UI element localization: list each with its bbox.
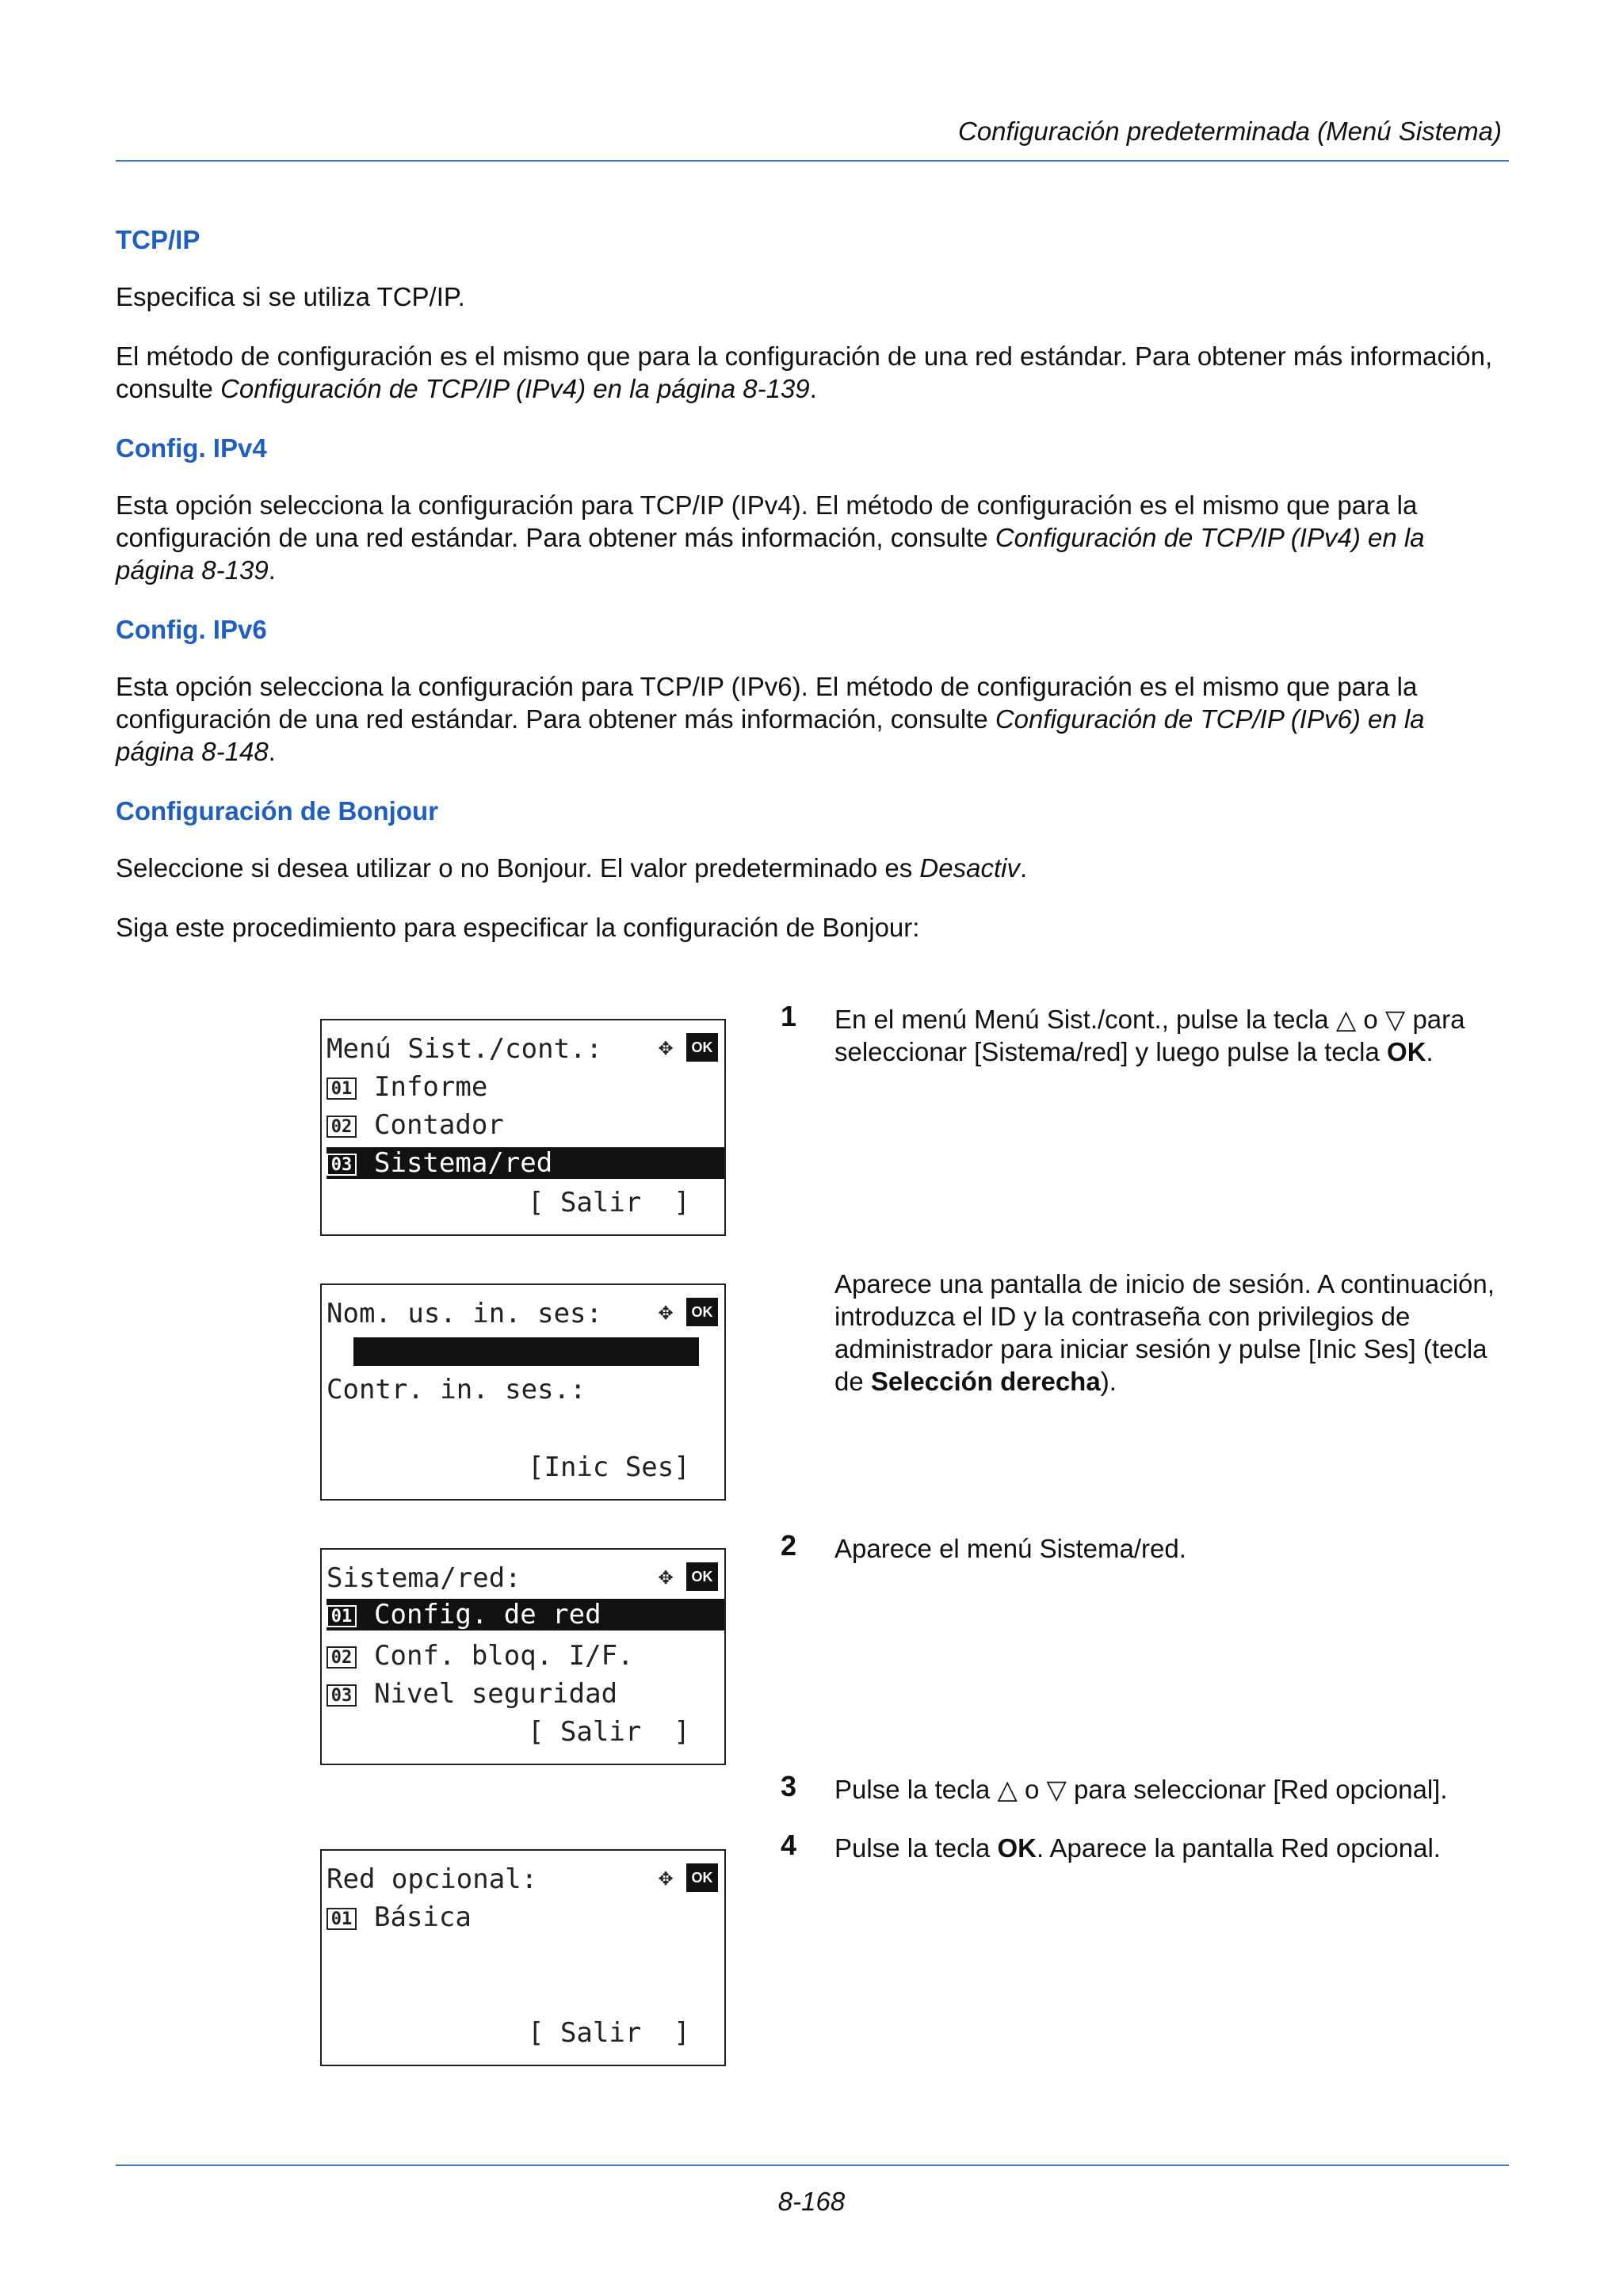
step-2-number: 2	[781, 1529, 797, 1562]
ipv4-desc-text: Esta opción selecciona la configuración para TCP/IP (IPv4). El método de configuración es el mismo que para la configuración de una red estándar. Para obtener más información, consulte	[116, 490, 1418, 552]
step-4-number: 4	[781, 1829, 797, 1861]
bonjour-desc	[116, 852, 1509, 884]
item-label: Config. de red	[374, 1599, 601, 1630]
item-label: Nivel seguridad	[374, 1678, 618, 1710]
step-1b-right-key: Selección derecha	[870, 1367, 1101, 1396]
panel2-username-label: Nom. us. in. ses:	[327, 1298, 602, 1329]
panel3-item-conf-bloq[interactable]	[327, 1640, 724, 1672]
bonjour-default-value: Desactiv	[919, 853, 1020, 883]
panel1-item-sistema-red-selected[interactable]	[327, 1147, 724, 1179]
step-3-text: Pulse la tecla △ o ▽ para seleccionar [Red opcional].	[834, 1775, 1448, 1804]
panel4-title: Red opcional:	[327, 1863, 538, 1895]
ok-key-icon: OK	[686, 1863, 718, 1892]
panel3-item-nivel-seguridad[interactable]	[327, 1678, 724, 1710]
tcpip-desc: Especifica si se utiliza TCP/IP.	[116, 282, 465, 311]
step-1b-text-b: ).	[1100, 1367, 1117, 1396]
step-4-text-a: Pulse la tecla	[834, 1833, 998, 1863]
item-number-icon: 01	[327, 1077, 357, 1100]
item-label: Sistema/red	[374, 1147, 553, 1179]
panel1-title: Menú Sist./cont.:	[327, 1033, 602, 1065]
cross-arrows-icon: ✥	[658, 1863, 674, 1891]
ipv4-desc-end: .	[268, 555, 276, 585]
tcpip-method	[116, 340, 1509, 405]
step-4-text	[834, 1832, 1516, 1864]
ipv4-ref-link[interactable]: Configuración de TCP/IP (IPv4) en la página 8-139	[116, 523, 1425, 585]
panel1-item-contador[interactable]	[327, 1109, 724, 1141]
panel2-password-label: Contr. in. ses.:	[327, 1374, 586, 1405]
ipv4-desc	[116, 489, 1509, 586]
panel2-login-softkey[interactable]: [Inic Ses]	[528, 1451, 690, 1483]
panel2-username-input[interactable]	[353, 1337, 699, 1366]
item-label: Contador	[374, 1109, 504, 1141]
tcpip-method-text: El método de configuración es el mismo que para la configuración de una red estándar. Para obtener más información, consulte	[116, 341, 1493, 403]
panel3-title: Sistema/red:	[327, 1562, 521, 1594]
lcd-panel-login	[320, 1283, 726, 1501]
ok-key-icon: OK	[686, 1562, 718, 1591]
ok-key-icon: OK	[686, 1298, 718, 1326]
item-label: Informe	[374, 1071, 488, 1103]
panel3-item-config-red-selected[interactable]	[327, 1599, 724, 1630]
cross-arrows-icon: ✥	[658, 1562, 674, 1590]
item-number-icon: 03	[327, 1684, 357, 1707]
item-number-icon: 02	[327, 1646, 357, 1669]
cross-arrows-icon: ✥	[658, 1033, 674, 1061]
tcpip-ref-link[interactable]: Configuración de TCP/IP (IPv4) en la página 8-139	[220, 374, 810, 403]
heading-ipv6: Config. IPv6	[116, 615, 267, 644]
heading-bonjour: Configuración de Bonjour	[116, 796, 438, 826]
lcd-panel-red-opcional	[320, 1849, 726, 2066]
item-label: Conf. bloq. I/F.	[374, 1640, 634, 1672]
item-label: Básica	[374, 1901, 472, 1933]
heading-ipv4: Config. IPv4	[116, 433, 267, 463]
panel4-exit-softkey[interactable]: [ Salir ]	[528, 2017, 690, 2049]
item-number-icon: 02	[327, 1116, 357, 1138]
lcd-panel-menu-sistema	[320, 1019, 726, 1236]
panel3-exit-softkey[interactable]: [ Salir ]	[528, 1716, 690, 1748]
step-1b-text	[834, 1268, 1516, 1398]
ok-key-icon: OK	[686, 1033, 718, 1062]
step-1-ok-key: OK	[1387, 1037, 1426, 1066]
step-3-number: 3	[781, 1770, 797, 1802]
step-1-text-b: .	[1426, 1037, 1434, 1066]
step-2-text: Aparece el menú Sistema/red.	[834, 1534, 1186, 1563]
item-number-icon: 03	[327, 1154, 357, 1176]
panel4-item-basica[interactable]	[327, 1901, 724, 1933]
page-header-title: Configuración predeterminada (Menú Sistema)	[957, 116, 1502, 146]
bonjour-desc-text: Seleccione si desea utilizar o no Bonjour. El valor predeterminado es	[116, 853, 920, 883]
heading-tcpip: TCP/IP	[116, 225, 200, 254]
ipv6-desc-text: Esta opción selecciona la configuración para TCP/IP (IPv6). El método de configuración es el mismo que para la configuración de una red estándar. Para obtener más información, consulte	[116, 672, 1418, 734]
ipv6-ref-link[interactable]: Configuración de TCP/IP (IPv6) en la página 8-148	[116, 704, 1425, 766]
panel1-item-informe[interactable]	[327, 1071, 724, 1103]
step-4-ok-key: OK	[997, 1833, 1037, 1863]
cross-arrows-icon: ✥	[658, 1298, 674, 1325]
step-1-text	[834, 1003, 1516, 1068]
step-4-text-b: . Aparece la pantalla Red opcional.	[1036, 1833, 1441, 1863]
panel1-exit-softkey[interactable]: [ Salir ]	[528, 1187, 690, 1219]
header-rule	[116, 160, 1509, 162]
ipv6-desc	[116, 670, 1509, 768]
ipv6-desc-end: .	[268, 737, 276, 766]
bonjour-procedure: Siga este procedimiento para especificar la configuración de Bonjour:	[116, 913, 920, 942]
page-number: 8-168	[777, 2187, 846, 2216]
item-number-icon: 01	[327, 1605, 357, 1627]
footer-rule	[116, 2164, 1509, 2166]
bonjour-desc-end: .	[1019, 853, 1028, 883]
tcpip-method-end: .	[809, 374, 817, 403]
step-1-number: 1	[781, 1000, 797, 1032]
step-1b-text-a: Aparece una pantalla de inicio de sesión. A continuación, introduzca el ID y la contraseña con privilegios de administrador para iniciar sesión y pulse [Inic Ses] (tecla de	[834, 1269, 1495, 1396]
item-number-icon: 01	[327, 1908, 357, 1930]
lcd-panel-sistema-red	[320, 1548, 726, 1765]
step-1-text-a: En el menú Menú Sist./cont., pulse la tecla △ o ▽ para seleccionar [Sistema/red] y luego pulse la tecla	[834, 1005, 1465, 1066]
main-content	[116, 223, 1509, 971]
